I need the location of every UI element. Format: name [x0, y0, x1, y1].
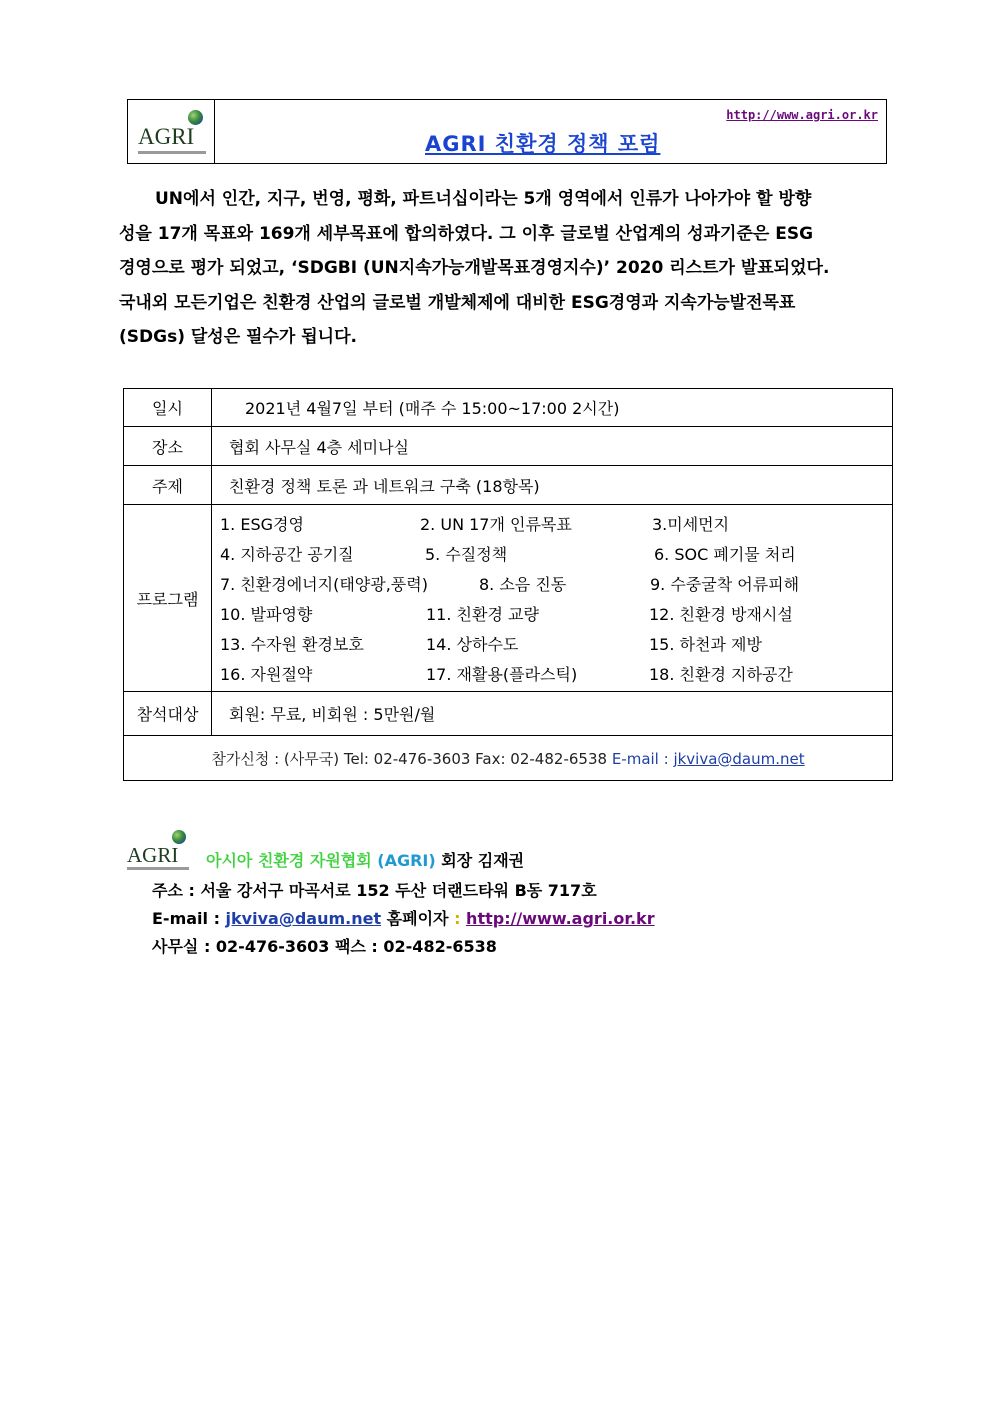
logo-text: AGRI: [138, 124, 195, 149]
table-row: [124, 736, 893, 781]
intro-line: 성을 17개 목표와 169개 세부목표에 합의하였다. 그 이후 글로벌 산업계의 성과기준은 ESG: [119, 223, 814, 244]
address-line: 주소 : 서울 강서구 마곡서로 152 두산 더랜드타워 B동 717호: [152, 881, 597, 900]
intro-paragraph: [119, 182, 897, 355]
program-item: 5. 수질정책: [425, 544, 508, 564]
globe-icon: [172, 830, 186, 844]
footer-agri-logo: [127, 830, 189, 874]
forum-title: AGRI 친환경 정책 포럼: [425, 132, 661, 156]
president: 회장 김재권: [441, 851, 525, 870]
program-grid: [212, 506, 892, 691]
program-item: 11. 친환경 교량: [426, 604, 539, 624]
topic-label: 주제: [124, 466, 212, 505]
program-item: 13. 수자원 환경보호: [220, 634, 364, 654]
table-row: [124, 505, 893, 692]
intro-line: (SDGs) 달성은 필수가 됩니다.: [119, 327, 357, 347]
program-item: 9. 수중굴착 어류피해: [650, 574, 800, 594]
apply-row: [124, 736, 893, 781]
attendee-label: 참석대상: [124, 692, 212, 736]
place-value: 협회 사무실 4층 세미나실: [212, 427, 893, 466]
apply-email-label: E-mail :: [611, 749, 674, 768]
org-line: [206, 848, 524, 871]
place-label: 장소: [124, 427, 212, 466]
program-item: 1. ESG경영: [220, 514, 304, 534]
org-abbr: (AGRI): [377, 851, 436, 870]
program-item: 7. 친환경에너지(태양광,풍력): [220, 574, 428, 594]
program-item: 8. 소음 진동: [479, 574, 567, 594]
email-label: E-mail :: [152, 909, 226, 928]
table-row: [124, 389, 893, 427]
program-item: 16. 자원절약: [220, 664, 313, 684]
table-row: [124, 692, 893, 736]
apply-text: 참가신청 : (사무국) Tel: 02-476-3603 Fax: 02-482-6538: [211, 749, 608, 768]
contact-line: [152, 906, 655, 929]
agri-logo: [138, 110, 206, 158]
org-name: 아시아 친환경 자원협회: [206, 851, 372, 870]
program-item: 12. 친환경 방재시설: [649, 604, 793, 624]
topic-value: 친환경 정책 토론 과 네트워크 구축 (18항목): [212, 466, 893, 505]
info-table: [123, 388, 893, 781]
program-item: 14. 상하수도: [426, 634, 519, 654]
program-item: 4. 지하공간 공기질: [220, 544, 354, 564]
logo-subtitle-bar: [138, 151, 206, 154]
footer-logo-text: AGRI: [127, 843, 179, 867]
homepage-label: 홈페이자: [386, 909, 449, 928]
logo-subtitle-bar: [127, 867, 189, 870]
attendee-value: 회원: 무료, 비회원 : 5만원/월: [212, 692, 893, 736]
table-row: [124, 466, 893, 505]
program-item: 10. 발파영향: [220, 604, 313, 624]
program-cell: [212, 505, 893, 692]
header-box: [127, 99, 887, 164]
program-label: 프로그램: [124, 505, 212, 692]
homepage-colon: :: [448, 909, 467, 928]
intro-line: 국내외 모든기업은 친환경 산업의 글로벌 개발체제에 대비한 ESG경영과 지속가능발전목표: [119, 292, 796, 313]
program-item: 17. 재활용(플라스틱): [426, 664, 578, 684]
program-item: 6. SOC 폐기물 처리: [654, 544, 796, 564]
homepage-link[interactable]: http://www.agri.or.kr: [466, 909, 655, 928]
program-item: 3.미세먼지: [652, 514, 730, 534]
program-item: 2. UN 17개 인류목표: [420, 514, 572, 534]
logo-cell: [128, 100, 215, 163]
program-item: 15. 하천과 제방: [649, 634, 762, 654]
globe-icon: [188, 110, 203, 125]
office-line: 사무실 : 02-476-3603 팩스 : 02-482-6538: [152, 937, 497, 956]
website-link[interactable]: http://www.agri.or.kr: [726, 108, 878, 122]
program-item: 18. 친환경 지하공간: [649, 664, 793, 684]
table-row: [124, 427, 893, 466]
email-link[interactable]: jkviva@daum.net: [225, 909, 382, 928]
intro-line: UN에서 인간, 지구, 번영, 평화, 파트너십이라는 5개 영역에서 인류가 나아가야 할 방향: [155, 189, 812, 209]
date-value: 2021년 4월7일 부터 (매주 수 15:00~17:00 2시간): [212, 389, 893, 427]
apply-email-link[interactable]: jkviva@daum.net: [673, 749, 805, 768]
date-label: 일시: [124, 389, 212, 427]
intro-line: 경영으로 평가 되었고, ‘SDGBI (UN지속가능개발목표경영지수)’ 2020 리스트가 발표되었다.: [119, 258, 830, 278]
